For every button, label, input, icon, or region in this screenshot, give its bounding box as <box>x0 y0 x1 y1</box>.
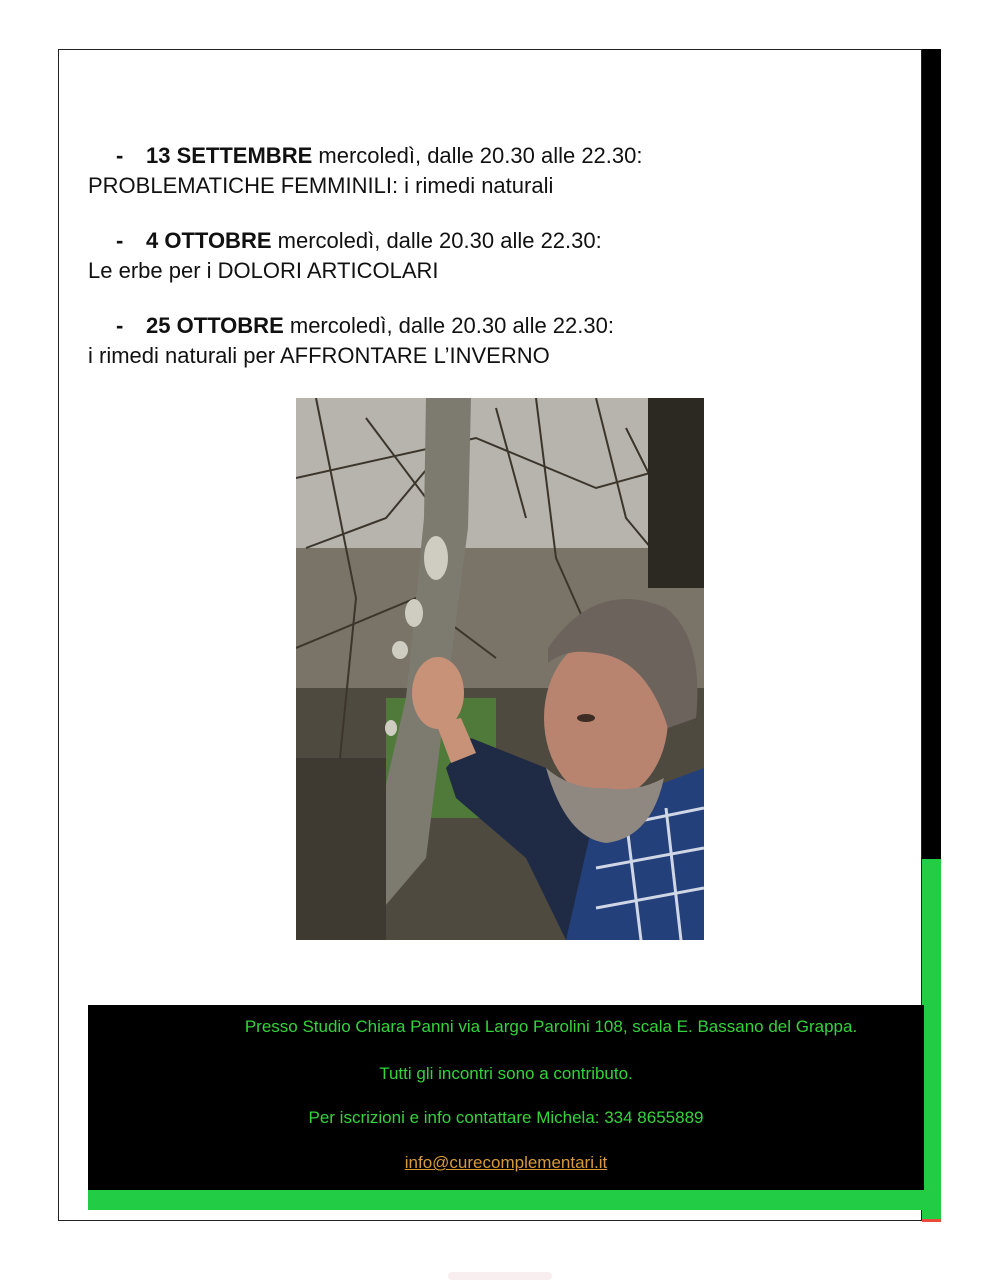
footer-green-bar <box>88 1190 924 1210</box>
event-date: 25 OTTOBRE <box>146 313 284 338</box>
event-time: mercoledì, dalle 20.30 alle 22.30: <box>312 143 643 168</box>
side-bar-green <box>922 859 941 1221</box>
event-date: 13 SETTEMBRE <box>146 143 313 168</box>
event-time: mercoledì, dalle 20.30 alle 22.30: <box>271 228 602 253</box>
event-1 <box>88 141 642 201</box>
footer-info-box <box>88 1005 924 1190</box>
side-bar-black <box>922 49 941 859</box>
email-link[interactable]: info@curecomplementari.it <box>404 1153 608 1172</box>
footer-contribution: Tutti gli incontri sono a contributo. <box>379 1064 633 1083</box>
portrait-photo <box>296 398 704 940</box>
event-2 <box>88 226 602 286</box>
bullet-dash: - <box>116 143 124 168</box>
footer-location: Presso Studio Chiara Panni via Largo Parolini 108, scala E. Bassano del Grappa. <box>244 1017 858 1036</box>
bottom-glow <box>448 1272 552 1280</box>
event-3 <box>88 311 614 371</box>
event-date: 4 OTTOBRE <box>146 228 272 253</box>
footer-contact: Per iscrizioni e info contattare Michela: 334 8655889 <box>308 1108 704 1127</box>
bullet-dash: - <box>116 313 124 338</box>
bullet-dash: - <box>116 228 124 253</box>
event-topic: i rimedi naturali per AFFRONTARE L’INVERNO <box>88 343 550 368</box>
event-topic: Le erbe per i DOLORI ARTICOLARI <box>88 258 439 283</box>
side-bar-red <box>922 1219 941 1222</box>
event-topic: PROBLEMATICHE FEMMINILI: i rimedi naturali <box>88 173 554 198</box>
event-time: mercoledì, dalle 20.30 alle 22.30: <box>283 313 614 338</box>
